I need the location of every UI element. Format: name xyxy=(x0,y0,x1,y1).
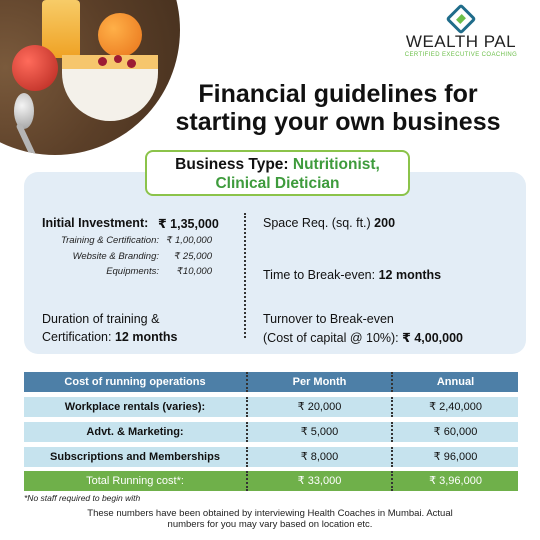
footer-line-2: numbers for you may vary based on location etc. xyxy=(167,519,373,530)
row-item: Workplace rentals (varies): xyxy=(64,401,206,413)
row-item: Subscriptions and Memberships xyxy=(50,451,220,463)
row-month: ₹ 8,000 xyxy=(246,447,391,467)
panel-divider xyxy=(244,213,246,338)
duration-line-2 xyxy=(42,330,177,344)
berry-icon xyxy=(114,55,122,63)
title-line-1: Financial guidelines for xyxy=(198,80,478,108)
turnover-line-1: Turnover to Break-even xyxy=(263,312,394,326)
turnover-value: ₹ 4,00,000 xyxy=(402,331,463,345)
logo-mark-icon xyxy=(445,3,476,34)
orange-icon xyxy=(98,13,142,57)
breakdown-label: Training & Certification: xyxy=(60,235,159,246)
breakdown-value: ₹ 1,00,000 xyxy=(166,235,212,246)
row-annual: ₹ 2,40,000 xyxy=(391,397,518,417)
table-row xyxy=(24,422,518,442)
total-annual: ₹ 3,96,000 xyxy=(391,471,518,491)
row-annual: ₹ 60,000 xyxy=(391,422,518,442)
info-panel xyxy=(24,172,526,354)
table-row xyxy=(24,397,518,417)
title-line-2: starting your own business xyxy=(175,108,501,136)
business-type-box xyxy=(145,150,410,196)
bowl-icon xyxy=(62,55,158,121)
breakeven-label: Time to Break-even: xyxy=(263,268,376,282)
space-row xyxy=(263,216,395,230)
brand-logo xyxy=(396,8,526,58)
table-total-row xyxy=(24,471,518,491)
column-header-month: Per Month xyxy=(246,372,391,392)
business-type-value-2: Clinical Dietician xyxy=(215,175,340,192)
brand-tagline: CERTIFIED EXECUTIVE COACHING xyxy=(404,52,518,58)
spoon-handle xyxy=(16,123,47,155)
berry-icon xyxy=(127,59,136,68)
space-value: 200 xyxy=(374,216,396,230)
space-label: Space Req. (sq. ft.) xyxy=(263,216,371,230)
business-type-label: Business Type: xyxy=(175,156,293,173)
total-item: Total Running cost*: xyxy=(86,475,184,487)
duration-line-1: Duration of training & xyxy=(42,312,160,326)
total-month: ₹ 33,000 xyxy=(246,471,391,491)
business-type-value-1: Nutritionist, xyxy=(292,156,380,173)
apple-icon xyxy=(12,45,58,91)
footer-disclaimer xyxy=(70,508,470,530)
breakdown-value: ₹ 25,000 xyxy=(174,251,212,262)
initial-investment-value: ₹ 1,35,000 xyxy=(158,217,219,231)
column-header-annual: Annual xyxy=(391,372,518,392)
row-month: ₹ 20,000 xyxy=(246,397,391,417)
staff-note: *No staff required to begin with xyxy=(24,493,141,503)
row-item: Advt. & Marketing: xyxy=(86,426,184,438)
column-header-item: Cost of running operations xyxy=(64,376,206,388)
table-row xyxy=(24,447,518,467)
brand-name: WEALTH PAL xyxy=(405,32,517,51)
breakfast-photo xyxy=(0,0,180,155)
row-annual: ₹ 96,000 xyxy=(391,447,518,467)
breakdown-label: Equipments: xyxy=(106,266,159,277)
footer-line-1: These numbers have been obtained by interviewing Health Coaches in Mumbai. Actual xyxy=(87,508,453,519)
turnover-line-2 xyxy=(263,330,463,345)
breakdown-label: Website & Branding: xyxy=(72,251,159,262)
breakeven-value: 12 months xyxy=(378,268,442,282)
breakdown-value: ₹10,000 xyxy=(176,266,212,277)
initial-investment-label: Initial Investment: xyxy=(42,216,149,230)
turnover-label: (Cost of capital @ 10%): xyxy=(263,331,399,345)
row-month: ₹ 5,000 xyxy=(246,422,391,442)
berry-icon xyxy=(98,57,107,66)
table-header-row xyxy=(24,372,518,392)
duration-label: Certification: xyxy=(42,330,112,344)
page-title xyxy=(168,80,508,136)
breakeven-row xyxy=(263,268,441,282)
duration-value: 12 months xyxy=(114,330,178,344)
